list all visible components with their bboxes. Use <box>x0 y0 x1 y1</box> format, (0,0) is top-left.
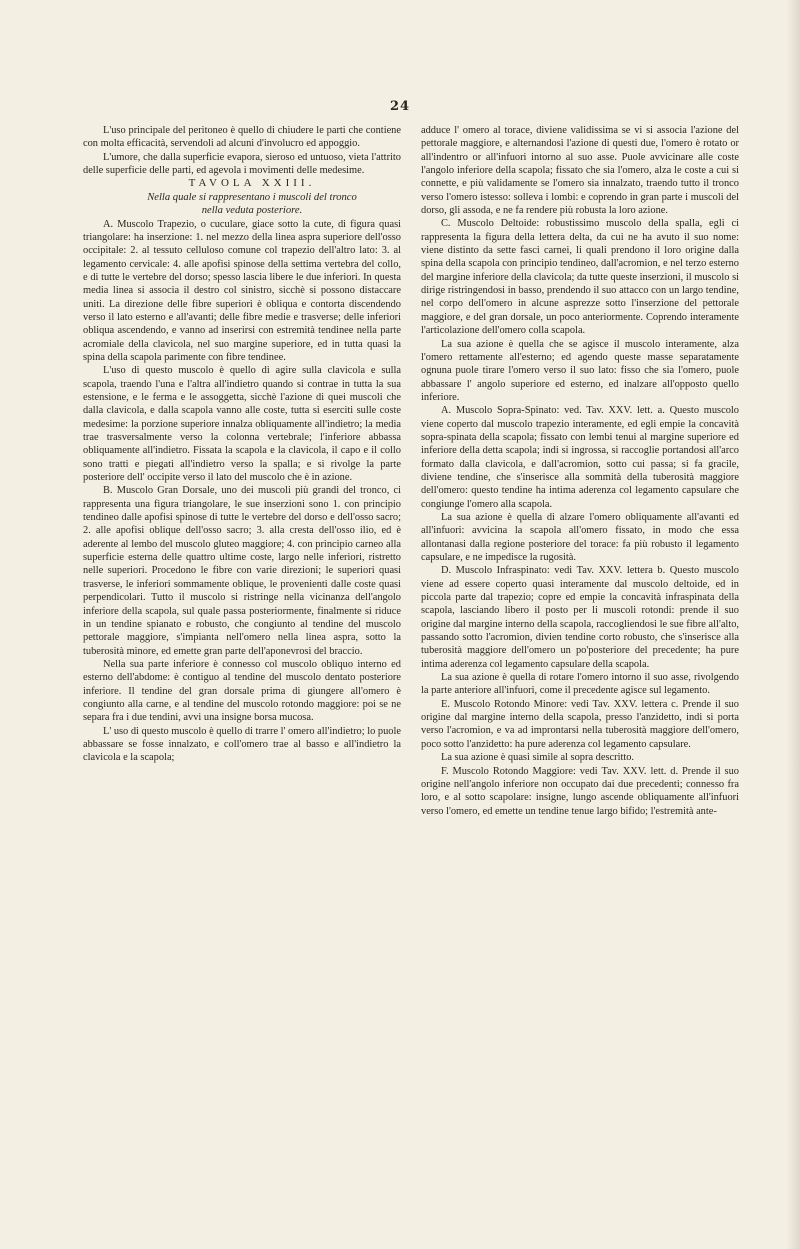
paragraph: La sua azione è quella di rotare l'omero intorno il suo asse, rivolgendo la parte anteriore all'infuori, come il precedente agisce sul legamento. <box>421 672 739 697</box>
right-column <box>421 124 739 818</box>
paragraph-trapezio: A. Muscolo Trapezio, o cuculare, giace sotto la cute, di figura quasi triangolare: ha inserzione: 1. nel mezzo della linea aspra superiore dell'osso occipitale: 2. al tessuto celluloso comune col trapezio dell'altro lato: 3. al legamento cervicale: 4. alle apofisi spinose della settima vertebra del collo, e di tutte le vertebre del dorso; spesso lascia libere le due inferiori. In questa media linea si associa il destro col sinistro, sicchè si possono distaccare uniti. La direzione delle fibre superiori è obliqua e contorta discendendo verso il lato esterno e all'avanti; delle fibre medie e trasverse; delle inferiori obliqua ascendendo, e vanno ad inserirsi con estremità tendinee nella parte acromiale della clavicola, nel suo margine superiore, ed in tutta quasi la spina della scapola parimente con fibre tendinee. <box>83 218 401 363</box>
paragraph: La sua azione è quella di alzare l'omero obliquamente all'avanti ed all'infuori: avvicina la scapola all'omero fissato, in modo che essa allontanasi dalla regione posteriore del torace: fa più robusto il legamento capsulare, e ne impedisce la rugosità. <box>421 511 739 563</box>
paragraph-rotondo-minore: E. Muscolo Rotondo Minore: vedi Tav. XXV. lettera c. Prende il suo origine dal margine interno della scapola, presso l'anzidetto, indi si porta verso l'acromion, e va ad improntarsi nella tuberosità maggiore dell'omero, poco sotto l'anzidetto: ha pure aderenza col legamento capsulare. <box>421 698 739 750</box>
paragraph-rotondo-maggiore: F. Muscolo Rotondo Maggiore: vedi Tav. XXV. lett. d. Prende il suo origine nell'angolo inferiore non occupato dai due precedenti; connesso fra loro, e al sotto scapolare: insigne, lungo ascende obliquamente all'infuori verso l'omero, ed emette un tendine tenue largo bifido; l'estremità ante- <box>421 765 739 817</box>
page-edge-shadow <box>786 0 800 1249</box>
paragraph: Nella sua parte inferiore è connesso col muscolo obliquo interno ed esterno dell'abdome: è contiguo al tendine del muscolo dentato posteriore inferiore. Il tendine del gran dorsale prima di giungere all'omero è congiunto alla carne, e al tendine del muscolo rotondo maggiore: poi se ne separa fra i due tendini, avvi una insigne borsa mucosa. <box>83 658 401 724</box>
paragraph: adduce l' omero al torace, diviene validissima se vi si associa l'azione del pettorale maggiore, e alternandosi l'azione di questi due, l'omero è rotato or all'indentro or all'infuori intorno al suo asse. Puole avvicinare alle coste l'angolo inferiore della scapola; fissato che sia l'omero, alza le coste a cui si connette, e più validamente se l'omero sia innalzato, traendo tutto il tronco verso l'omero istesso: solleva i lombi: e coprendo in gran parte i muscoli del dorso, gli assoda, e ne fa rendere più robusta la loro azione. <box>421 125 739 217</box>
paragraph-deltoide: C. Muscolo Deltoide: robustissimo muscolo della spalla, egli ci rappresenta la figura della lettera delta, da cui ne ha avuto il suo nome: viene distinto da sette fasci carnei, li quali prendono il loro origine dalla spina della scapola con principio tendineo, dall'acromion, e nel terzo esterno del margine inferiore della clavicola; da tutte queste inserzioni, il muscolo si dirige ristringendosi in basso, prendendo il suo attacco con un largo tendine, nel corpo dell'omero in alcune asprezze sotto l'inserzione del pettorale maggiore, e del gran dorsale, un poco anteriormente. Coprendo interamente l'articolazione dell'omero colla scapola. <box>421 218 739 337</box>
paragraph: L'umore, che dalla superficie evapora, sieroso ed untuoso, vieta l'attrito delle superficie delle parti, ed agevola i movimenti delle medesime. <box>83 151 401 177</box>
paragraph-gran-dorsale: B. Muscolo Gran Dorsale, uno dei muscoli più grandi del tronco, ci rappresenta una figura triangolare, le sue inserzioni sono 1. con principio tendineo dalle apofisi spinose di tutte le vertebre del dorso e dell'osso sacro; 2. alle apofisi oblique dell'osso sacro; 3. alla cresta dell'osso ilio, ed è aderente al lembo del muscolo gluteo maggiore; 4. con principio carneo alla superficie esterna delle quattro ultime coste, largo nelle inferiori, ristretto nelle superiori. Procedono le fibre con varie direzioni; le superiori quasi trasverse, le inferiori sommamente oblique, le provenienti dalle coste quasi perpendicolari. Tutto il muscolo si ristringe nella vicinanza dell'angolo inferiore della scapola, sul quale passa posteriormente, finalmente si riduce in un tendine spianato e robusto, che congiunto al tendine del muscolo pettorale maggiore, s'impianta nell'omero nella linea aspra, sotto la tuberosità minore, ed emette gran parte dell'aponevrosi del braccio. <box>83 485 401 657</box>
left-column <box>83 124 401 765</box>
plate-subtitle-line: Nella quale si rappresentano i muscoli del tronco <box>147 191 357 203</box>
paragraph: L'uso principale del peritoneo è quello di chiudere le parti che contiene con molta efficacità, servendoli ad alcuni d'involucro ed appoggio. <box>83 125 401 150</box>
paragraph: La sua azione è quella che se agisce il muscolo interamente, alza l'omero rettamente all'esterno; ed agendo queste masse separatamente ognuna puole tirare l'omero verso il suo lato: fisso che sia l'omero, puole abbassare l' angolo superiore ed esterno, ed inalzare all'opposto quello inferiore. <box>421 338 739 403</box>
page-number: 24 <box>389 99 411 114</box>
plate-subtitle <box>83 191 401 218</box>
paragraph: L'uso di questo muscolo è quello di agire sulla clavicola e sulla scapola, traendo l'una e l'altra all'indietro quando si contrae in tutta la sua estensione, e le ferma e le assoggetta, sicchè l'azione di quei muscoli che dalla clavicola, e dalla scapola vanno alle coste, tutta si eserciti sulle coste medesime: la porzione superiore innalza obliquamente all'indietro; la media trae trasversalmente verso la colonna vertebrale; l'inferiore abbassa obliquamente all'indietro. Fissata la scapola e la clavicola, il capo e il collo sono tratti e piegati all'indietro verso la spalla; e si rivolge la parte posteriore dell' occipite verso il lato del muscolo che è in azione. <box>83 365 401 484</box>
plate-heading: TAVOLA XXIII. <box>188 177 316 190</box>
paragraph-infraspinato: D. Muscolo Infraspinato: vedi Tav. XXV. lettera b. Questo muscolo viene ad essere coperto quasi interamente dal muscolo deltoide, ed in piccola parte dal trapezio; copre ed empie la concavità infraspinata della scapola, lasciando libero il posto per li muscoli rotondi: prende il suo origine dal margine interno della scapola, raccogliendosi le sue fibre all'alto, passando sotto l'acromion, divien tendine corto robusto, che s'inserisce alla tuberosità maggiore dell'omero un po'posteriore del precedente; ha pure intima aderenza col legamento capsulare della scapola. <box>421 565 739 670</box>
paragraph-sopra-spinato: A. Muscolo Sopra-Spinato: ved. Tav. XXV. lett. a. Questo muscolo viene coperto dal muscolo trapezio interamente, ed egli empie la concavità sopra-spinata della scapola; fissato con lembi tenui al margine superiore ed inferiore della detta scapola; indi si ingrossa, si raccoglie portandosi all'arco formato dalla clavicola, e dall'acromion, sotto cui passa; si fa gracile, diviene tendine, che s'inserisce alla sommità della tuberosità maggiore dell'omero: questo tendine ha intima aderenza col legamento capsulare che congiunge l'omero alla scapola. <box>421 405 739 510</box>
paragraph: L' uso di questo muscolo è quello di trarre l' omero all'indietro; lo puole abbassare se fosse innalzato, e coll'omero trae al basso e all'indietro la clavicola e la scapola; <box>83 725 401 764</box>
paragraph: La sua azione è quasi simile al sopra descritto. <box>441 752 635 764</box>
plate-subtitle-line: nella veduta posteriore. <box>201 205 303 217</box>
